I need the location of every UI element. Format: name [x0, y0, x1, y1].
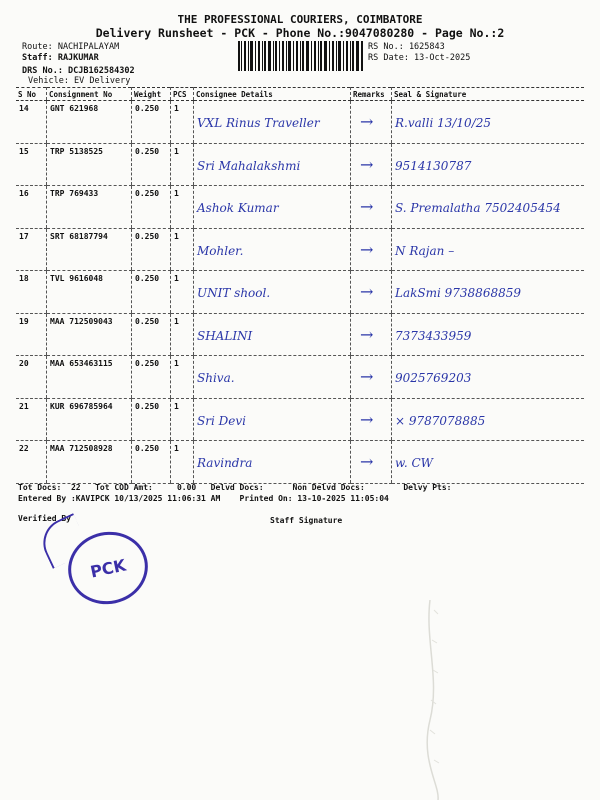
cell-consignee: [194, 228, 351, 271]
cell-consignee-text: Sri Devi: [197, 413, 246, 428]
cell-signature-text: N Rajan –: [395, 243, 455, 258]
cell-weight-text: 0.250: [135, 104, 160, 113]
cell-consignee-text: VXL Rinus Traveller: [197, 116, 320, 130]
cell-weight-text: 0.250: [135, 231, 160, 241]
cell-remarks-text: →: [360, 409, 374, 429]
cell-consignee-text: Ravindra: [197, 456, 253, 470]
cell-sno-text: 20: [19, 359, 29, 368]
table-row: [16, 398, 584, 441]
cell-consignment-text: SRT 68187794: [50, 231, 108, 241]
cell-sno-text: 17: [19, 231, 29, 241]
cell-pcs-text: 1: [174, 189, 179, 198]
vehicle: Vehicle: EV Delivery: [28, 76, 131, 86]
col-consignment: Consignment No: [47, 88, 132, 101]
cell-sno: [16, 441, 47, 484]
verified-by-label: Verified By: [18, 514, 71, 523]
cell-remarks: [351, 398, 392, 441]
cell-weight-text: 0.250: [135, 146, 160, 156]
cell-weight-text: 0.250: [135, 274, 160, 283]
cell-consignee-text: Ashok Kumar: [197, 201, 279, 215]
cell-signature-text: 9025769203: [395, 371, 472, 385]
cell-consignment: [47, 186, 132, 229]
cell-sno-text: 22: [19, 444, 29, 453]
cell-signature-text: w. CW: [395, 456, 433, 470]
cell-consignee: [194, 441, 351, 484]
table-row: [16, 356, 584, 399]
cell-signature: [392, 271, 585, 314]
cell-pcs-text: 1: [174, 274, 179, 283]
cell-signature-text: LakSmi 9738868859: [395, 286, 521, 300]
col-pcs: PCS: [171, 88, 194, 101]
cell-weight: [132, 228, 171, 271]
cell-pcs-text: 1: [174, 316, 179, 326]
cell-pcs: [171, 271, 194, 314]
table-row: [16, 101, 584, 144]
cell-signature: [392, 186, 585, 229]
cell-remarks-text: →: [360, 282, 374, 301]
cell-signature: [392, 143, 585, 186]
cell-consignment: [47, 271, 132, 314]
cell-consignee: [194, 271, 351, 314]
cell-sno: [16, 356, 47, 399]
cell-consignment: [47, 356, 132, 399]
cell-sno: [16, 313, 47, 356]
cell-consignment: [47, 228, 132, 271]
cell-consignment: [47, 398, 132, 441]
cell-sno: [16, 186, 47, 229]
cell-consignee: [194, 101, 351, 144]
cell-consignee: [194, 356, 351, 399]
cell-signature-text: S. Premalatha 7502405454: [395, 201, 561, 215]
runsheet-title: Delivery Runsheet - PCK - Phone No.:9047080280 - Page No.:2: [95, 26, 505, 40]
cell-sno-text: 14: [19, 104, 29, 113]
cell-sno: [16, 101, 47, 144]
cell-signature-text: × 9787078885: [395, 413, 486, 428]
torn-edge-marks: [0, 600, 600, 800]
cell-consignee-text: UNIT shool.: [197, 286, 271, 300]
cell-sno: [16, 271, 47, 314]
cell-signature: [392, 356, 585, 399]
cell-weight: [132, 441, 171, 484]
cell-consignee: [194, 313, 351, 356]
cell-remarks: [351, 186, 392, 229]
col-remarks: Remarks: [351, 88, 392, 101]
cell-weight: [132, 143, 171, 186]
table-row: [16, 228, 584, 271]
cell-consignee: [194, 143, 351, 186]
cell-consignee: [194, 186, 351, 229]
cell-sno: [16, 143, 47, 186]
table-row: [16, 313, 584, 356]
cell-pcs: [171, 228, 194, 271]
entered-by-line: Entered By :KAVIPCK 10/13/2025 11:06:31 AM Printed On: 13-10-2025 11:05:04: [18, 494, 389, 503]
cell-signature: [392, 228, 585, 271]
cell-remarks: [351, 356, 392, 399]
cell-weight-text: 0.250: [135, 359, 160, 368]
cell-signature: [392, 441, 585, 484]
cell-pcs: [171, 313, 194, 356]
cell-pcs: [171, 101, 194, 144]
cell-remarks: [351, 143, 392, 186]
cell-consignee-text: Mohler.: [197, 243, 244, 258]
table-row: [16, 441, 584, 484]
cell-weight-text: 0.250: [135, 444, 160, 453]
runsheet-table: [16, 87, 584, 484]
staff: Staff: RAJKUMAR: [22, 53, 99, 63]
cell-pcs: [171, 143, 194, 186]
company-name: THE PROFESSIONAL COURIERS, COIMBATORE: [177, 13, 423, 26]
cell-consignment: [47, 101, 132, 144]
col-weight: Weight: [132, 88, 171, 101]
cell-consignment-text: TVL 9616048: [50, 274, 103, 283]
cell-sno-text: 15: [19, 146, 29, 156]
cell-signature: [392, 398, 585, 441]
table-header-row: [16, 88, 584, 101]
cell-remarks: [351, 101, 392, 144]
cell-weight-text: 0.250: [135, 316, 160, 326]
cell-remarks: [351, 313, 392, 356]
cell-consignment: [47, 441, 132, 484]
cell-pcs-text: 1: [174, 146, 179, 156]
cell-consignee: [194, 398, 351, 441]
cell-pcs: [171, 356, 194, 399]
cell-sno: [16, 228, 47, 271]
cell-consignment-text: TRP 769433: [50, 189, 99, 198]
drs-number: DRS No.: DCJB162584302: [22, 66, 135, 76]
cell-remarks: [351, 271, 392, 314]
cell-signature: [392, 101, 585, 144]
cell-consignment-text: MAA 712508928: [50, 444, 113, 453]
staff-signature-label: Staff Signature: [270, 516, 343, 525]
col-signature: Seal & Signature: [392, 88, 585, 101]
barcode: [238, 41, 364, 71]
cell-pcs: [171, 441, 194, 484]
col-consignee: Consignee Details: [194, 88, 351, 101]
cell-weight: [132, 356, 171, 399]
cell-weight: [132, 101, 171, 144]
cell-remarks: [351, 441, 392, 484]
cell-sno: [16, 398, 47, 441]
col-sno: S No: [16, 88, 47, 101]
totals-line: Tot Docs: 22 Tot COD Amt: 0.00 Delvd Docs: Non Delvd Docs: Delvy Pts:: [18, 483, 452, 492]
cell-pcs-text: 1: [174, 444, 179, 453]
cell-pcs-text: 1: [174, 104, 179, 113]
cell-pcs-text: 1: [174, 231, 179, 241]
cell-pcs-text: 1: [174, 401, 179, 411]
cell-consignment-text: TRP 5138525: [50, 146, 103, 156]
cell-consignment-text: KUR 696785964: [50, 401, 113, 411]
cell-remarks-text: →: [360, 197, 374, 216]
stamp-text: PCK: [88, 554, 128, 582]
cell-consignee-text: SHALINI: [197, 328, 253, 343]
table-row: [16, 186, 584, 229]
cell-signature-text: R.valli 13/10/25: [395, 116, 492, 130]
cell-remarks-text: →: [360, 367, 374, 386]
cell-weight: [132, 313, 171, 356]
cell-sno-text: 21: [19, 401, 29, 411]
cell-weight-text: 0.250: [135, 401, 160, 411]
cell-consignment-text: MAA 653463115: [50, 359, 113, 368]
cell-pcs-text: 1: [174, 359, 179, 368]
table-row: [16, 143, 584, 186]
cell-weight: [132, 398, 171, 441]
cell-signature-text: 7373433959: [395, 328, 472, 343]
cell-remarks-text: →: [360, 112, 374, 131]
cell-weight-text: 0.250: [135, 189, 160, 198]
cell-consignee-text: Sri Mahalakshmi: [197, 158, 301, 173]
cell-consignment: [47, 143, 132, 186]
cell-weight: [132, 186, 171, 229]
cell-consignment-text: MAA 712509043: [50, 316, 113, 326]
cell-consignee-text: Shiva.: [197, 371, 235, 385]
cell-remarks-text: →: [360, 239, 374, 259]
cell-remarks: [351, 228, 392, 271]
cell-consignment-text: GNT 621968: [50, 104, 99, 113]
cell-pcs: [171, 186, 194, 229]
cell-remarks-text: →: [360, 452, 374, 471]
cell-consignment: [47, 313, 132, 356]
cell-remarks-text: →: [360, 324, 374, 344]
cell-pcs: [171, 398, 194, 441]
cell-weight: [132, 271, 171, 314]
rs-date: RS Date: 13-Oct-2025: [368, 53, 471, 63]
route: Route: NACHIPALAYAM: [22, 42, 120, 52]
cell-sno-text: 18: [19, 274, 29, 283]
cell-signature-text: 9514130787: [395, 158, 472, 173]
cell-sno-text: 19: [19, 316, 29, 326]
rs-number: RS No.: 1625843: [368, 42, 445, 52]
cell-sno-text: 16: [19, 189, 29, 198]
table-row: [16, 271, 584, 314]
cell-signature: [392, 313, 585, 356]
cell-remarks-text: →: [360, 154, 374, 174]
